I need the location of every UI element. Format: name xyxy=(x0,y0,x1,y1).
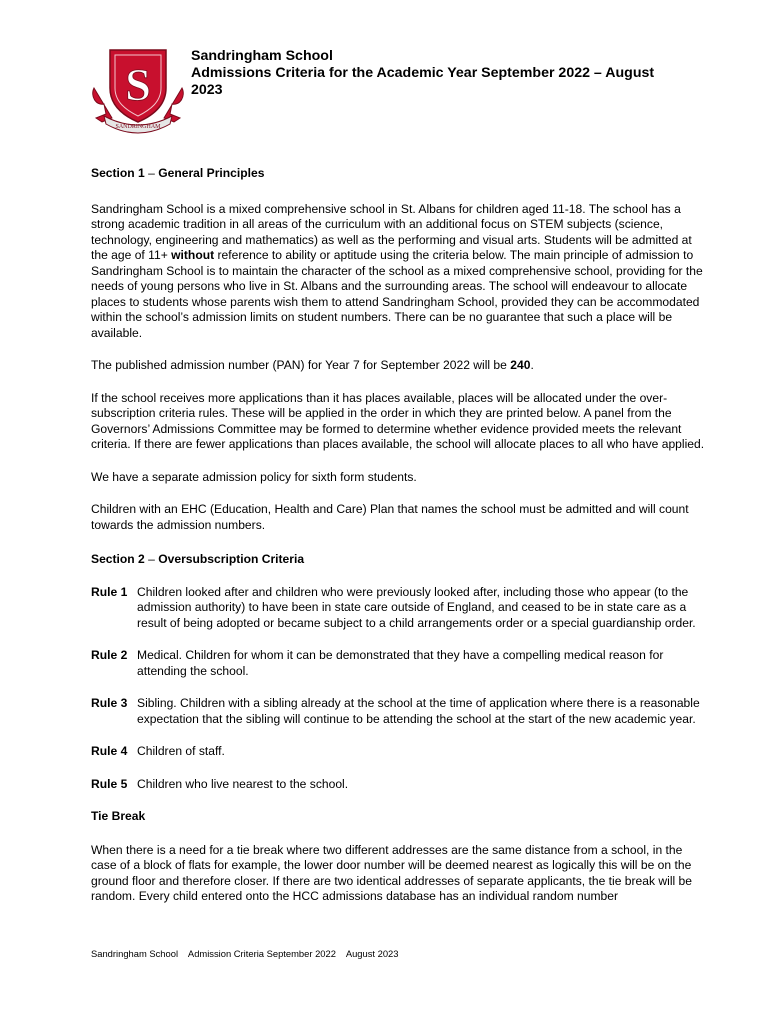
rule-key: Rule 2 xyxy=(91,648,128,662)
page-footer: Sandringham School Admission Criteria September 2022 August 2023 xyxy=(91,948,399,959)
section1-paragraph-pan: The published admission number (PAN) for Year 7 for September 2022 will be 240. xyxy=(91,358,534,372)
tiebreak-heading: Tie Break xyxy=(91,809,146,823)
rule-item xyxy=(91,744,711,760)
section1-paragraph-1: Sandringham School is a mixed comprehensive school in St. Albans for children aged 11-18. The school has a strong academic tradition in all areas of the curriculum with an additional focus on STEM subjects (science, technology, engineering and mathematics) as well as the performing and visual arts. Students will be admitted at the age of 11+ without reference to ability or aptitude using the criteria below. The main principle of admission to Sandringham School is to maintain the character of the school as a mixed comprehensive school, providing for the needs of young persons who live in St. Albans and the surrounding areas. The school will endeavour to allocate places to students whose parents wish them to attend Sandringham School, provided they can be accommodated within the school’s admission limits on student numbers. There can be no guarantee that such a place will be available. xyxy=(91,201,703,340)
school-crest-logo xyxy=(90,44,186,136)
document-header xyxy=(191,48,711,99)
rule-key: Rule 3 xyxy=(91,696,128,710)
document-body xyxy=(91,166,711,922)
section1-heading: Section 1 – General Principles xyxy=(91,166,265,180)
section1-paragraph-5: Children with an EHC (Education, Health and Care) Plan that names the school must be admitted and will count towards the admission numbers. xyxy=(91,502,689,532)
rule-key: Rule 4 xyxy=(91,744,128,758)
rule-text: Children looked after and children who were previously looked after, including those who appear (to the admission authority) to have been in state care outside of England, and ceased to be in state care as a result of being adopted or became subject to a child arrangements order or a special guardianship order. xyxy=(137,584,696,630)
rule-item xyxy=(91,696,711,727)
rule-text: Medical. Children for whom it can be demonstrated that they have a compelling medical reason for attending the school. xyxy=(137,648,664,678)
rule-key: Rule 5 xyxy=(91,776,128,791)
crest-letter: S xyxy=(125,59,151,110)
document-title-line2: 2023 xyxy=(191,82,223,98)
rule-item xyxy=(91,585,711,632)
document-title-line1: Admissions Criteria for the Academic Year September 2022 – August xyxy=(191,65,655,81)
rule-text: Children of staff. xyxy=(137,744,225,758)
crest-banner-text: SANDRINGHAM xyxy=(115,124,161,130)
rule-item xyxy=(91,777,711,793)
rule-item xyxy=(91,648,711,679)
tiebreak-paragraph: When there is a need for a tie break where two different addresses are the same distance from a school, in the case of a block of flats for example, the lower door number will be deemed nearest as logically this will be on the ground floor and therefore closer. If there are two identical addresses of separate applicants, the tie break will be random. Every child entered onto the HCC admissions database has an individual random number xyxy=(91,842,693,903)
section1-paragraph-3: If the school receives more applications than it has places available, places will be allocated under the over-subscription criteria rules. These will be applied in the order in which they are printed below. A panel from the Governors’ Admissions Committee may be formed to determine whether evidence provided meets the relevant criteria. If there are fewer applications than places available, the school will allocate places to all who have applied. xyxy=(91,390,705,451)
rule-text: Sibling. Children with a sibling already at the school at the time of application where there is a reasonable expectation that the sibling will continue to be attending the school at the start of the new academic year. xyxy=(137,696,700,726)
rule-text: Children who live nearest to the school. xyxy=(137,776,349,791)
section1-paragraph-4: We have a separate admission policy for sixth form students. xyxy=(91,469,417,484)
school-name: Sandringham School xyxy=(191,48,333,64)
section2-heading: Section 2 – Oversubscription Criteria xyxy=(91,552,305,566)
rule-key: Rule 1 xyxy=(91,584,128,599)
